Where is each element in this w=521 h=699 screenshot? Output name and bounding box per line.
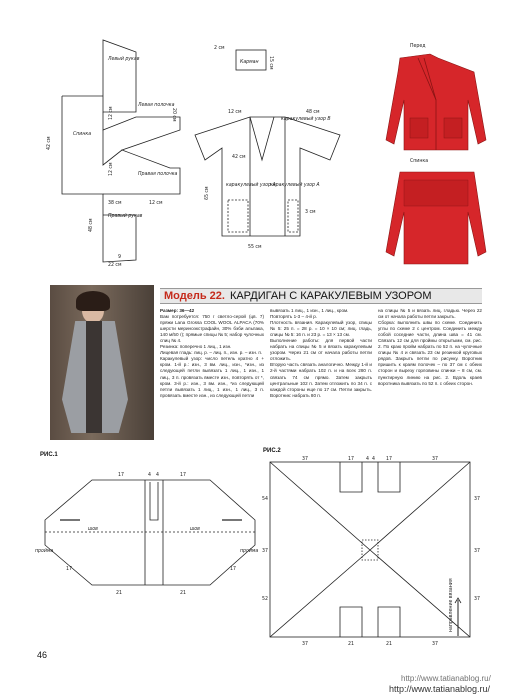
label-karakul-a2: каракулевый узор А <box>270 182 320 188</box>
dim-20: 20 см <box>171 108 177 122</box>
footer-watermark <box>385 676 521 696</box>
col2-para-1: Повторять 1-3 – 4-й р. <box>270 314 318 320</box>
footer-url-1[interactable]: http://www.tatianablog.ru/ <box>401 674 491 683</box>
fig1-shov1: шов <box>88 526 98 532</box>
col2-para-4: Вторую часть связать аналогично. Между 1-й и 2-й частями набрать 102 п. и на всех 280 п. связать 74 см прямо. Затем закрыть центральные 102 п. Затем отложить по 34 п. с каждой стороны еще по 17 см. Петли закрыть. Воротник: набрать 80 п. <box>270 362 372 398</box>
fig2-t17a: 17 <box>348 456 354 462</box>
fig2-b37a: 37 <box>302 641 308 647</box>
label-front-view: Перед <box>410 43 426 49</box>
label-pocket: Карман <box>240 59 259 65</box>
fig1-b17b: 17 <box>230 566 236 572</box>
fig2-l52: 52 <box>262 596 268 602</box>
fig2-l54: 54 <box>262 496 268 502</box>
fig1-b21b: 21 <box>180 590 186 596</box>
model-number: Модель 22. <box>164 290 225 302</box>
fig2-r37c: 37 <box>474 596 480 602</box>
fig1-dim-c: 4 <box>156 472 159 478</box>
col1-para-0: Размер: 36—42 <box>160 308 195 313</box>
fig2-direction: направление вязания <box>448 578 454 632</box>
fig2-t37b: 37 <box>432 456 438 462</box>
footer-url-2[interactable]: http://www.tatianablog.ru/ <box>389 684 491 694</box>
col3-para-1: Сборка: выполнить швы по схеме. Соединить углы по схеме 2 с центром. Соединить между собой соседние части, длина шва = 41 см. Связать 12 см для проймы открытыми, см. рис. 2. По краю пройм набрать по 52 п. на чулочные спицы № 4 и связать 23 см резинкой круговых рядов. Закрыть петли по рисунку. Воротник пришить к краям полочек – по 37 см с обеих сторон и вырезу горловины спинки – 8 см, см. пунктирную линию на рис. 2. Вдоль краев воротника вывязать по 52 п. с обеих сторон. <box>378 320 482 386</box>
fig1-b21a: 21 <box>116 590 122 596</box>
fig2-l37: 37 <box>262 548 268 554</box>
dim-12c: 12 см <box>149 200 163 206</box>
dim-42: 42 см <box>46 136 52 150</box>
fig2-t37a: 37 <box>302 456 308 462</box>
col1-para-1: Вам потребуется: 750 г светло-серой (цв. 7) пряжи Lana Grossa COOL WOOL ALPACA (70% шерсти мериноэкстрафайн, 30% бэби альпака, 140 м/50 г); прямые спицы № 5; набор чулочных спиц № 4. <box>160 314 264 344</box>
dim-2: 2 см <box>214 45 225 51</box>
label-back: Спинка <box>73 131 92 137</box>
dim-12d: 12 см <box>228 109 242 115</box>
dim-38: 38 см <box>108 200 122 206</box>
dim-48b: 48 см <box>306 109 320 115</box>
label-right-sleeve: Правый рукав <box>108 213 143 219</box>
fig1-dim-d: 17 <box>180 472 186 478</box>
page-number: 46 <box>37 650 48 660</box>
fig1-label: РИС.1 <box>40 452 58 458</box>
fig1-b17a: 17 <box>66 566 72 572</box>
label-back-view: Спинка <box>410 158 429 164</box>
fig1-pr-right: пройма <box>240 548 259 554</box>
fig2-t4b: 4 <box>372 456 375 462</box>
fig2-label: РИС.2 <box>263 448 281 454</box>
dim-22: 22 см <box>108 262 122 268</box>
dim-65: 65 см <box>204 186 210 200</box>
fig2-b21b: 21 <box>386 641 392 647</box>
col2-para-2: Плотность вязания. Каракулевый узор, спицы № 5: 25 п. = 28 р. = 10 × 10 см; лиц. гладь, спицы № 5: 16 п. и 23 р. = 13 × 13 см. <box>270 320 372 338</box>
dim-3: 3 см <box>305 209 316 215</box>
fig1-dim-b: 4 <box>148 472 151 478</box>
label-left-front: Левая полочка <box>138 102 175 108</box>
dim-12b: 12 см <box>108 162 114 176</box>
label-right-front: Правая полочка <box>138 171 178 177</box>
dim-55: 55 см <box>248 244 262 250</box>
fig1-pr-left: пройма <box>35 548 54 554</box>
col2-para-3: Выполнение работы: для первой части набрать на спицы № 5 и вязать каракулевым узором. Через 21 см от начала работы петли отложить. <box>270 338 372 362</box>
fig1-shov2: шов <box>190 526 200 532</box>
col1-para-3: Лицевая гладь: лиц. р. – лиц. п., изн. р. – изн. п. <box>160 350 263 356</box>
fig2-r37a: 37 <box>474 496 480 502</box>
dim-12a: 12 см <box>108 106 114 120</box>
col1-para-2: Резинка: поперечно 1 лиц., 1 изн. <box>160 344 232 350</box>
fig1-diagram <box>45 480 255 585</box>
col1-para-4: Каракулевый узор: число петель кратно 4 + кром. 1-й р.: изн., 3 вм. лиц., изн., *изн., из следующей петли вывязать 1 лиц., 1 изн., 1 лиц., 3 п. провязать вместе изн., повторять от *, кром. 3-й р.: изн., 3 вм. изн., *из следующей петли вывязать 1 лиц., 1 изн., 1 лиц., 3 п. провязать вместе изн., из следующей петли <box>160 356 264 398</box>
dim-42b: 42 см <box>232 154 246 160</box>
col2-para-0: вывязать 1 лиц., 1 изн., 1 лиц., кром. <box>270 308 349 313</box>
fig2-diagram <box>270 462 470 637</box>
fig1-dim-a: 17 <box>118 472 124 478</box>
label-karakul-a1: каракулевый узор А <box>226 182 276 188</box>
label-karakul-b: каракулевый узор В <box>281 116 331 122</box>
fig2-t4a: 4 <box>366 456 369 462</box>
dim-9: 9 <box>118 254 121 260</box>
dim-48: 48 см <box>88 218 94 232</box>
fig2-b37b: 37 <box>432 641 438 647</box>
dim-15: 15 см <box>268 56 274 70</box>
model-title: КАРДИГАН С КАРАКУЛЕВЫМ УЗОРОМ <box>229 290 432 302</box>
fig2-b21a: 21 <box>348 641 354 647</box>
col3-para-0: на спицы № 5 и вязать лиц. гладью. Через 22 см от начала работы петли закрыть. <box>378 308 482 320</box>
label-left-sleeve: Левый рукав <box>108 56 140 62</box>
fig2-r37b: 37 <box>474 548 480 554</box>
fig2-t17b: 17 <box>386 456 392 462</box>
